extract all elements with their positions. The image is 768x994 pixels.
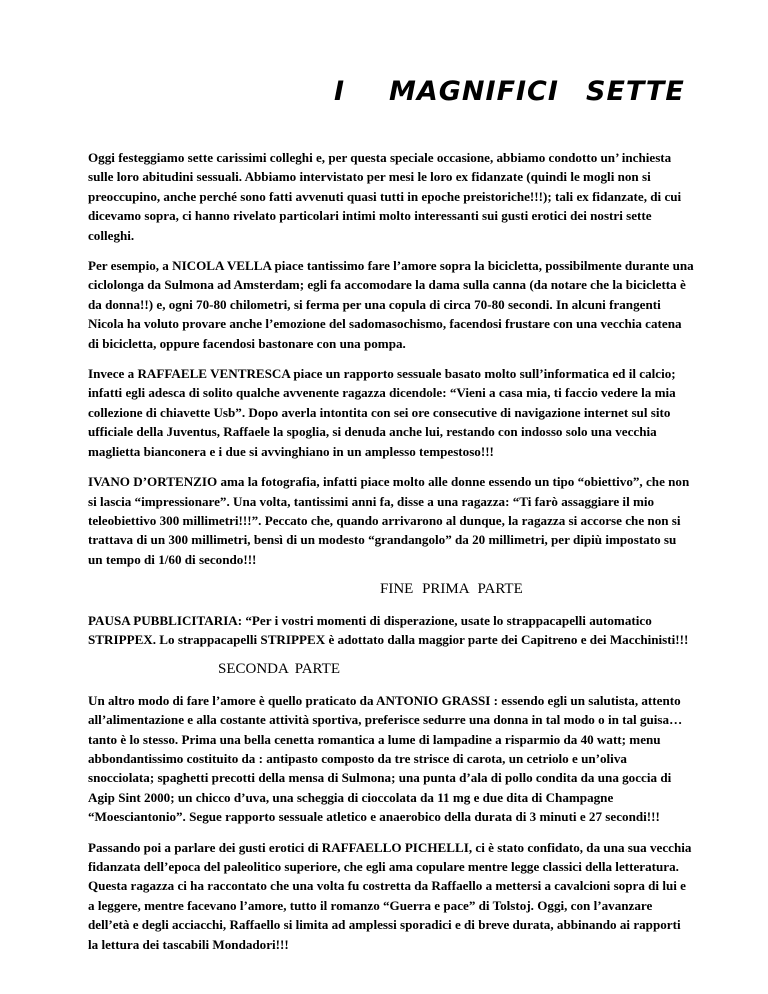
paragraph-ivano-dortenzio: IVANO D’ORTENZIO ama la fotografia, infatti piace molto alle donne essendo un tipo “obiettivo”, che non si lascia “impressionare”. Una volta, tantissimi anni fa, disse a una ragazza: “Ti farò assaggiare il mio teleobiettivo 300 millimetri!!!”. Peccato che, quando arrivarono al dunque, la ragazza si accorse che non si trattava di un 300 millimetri, bensì di un modesto “grandangolo” da 20 millimetri, per dipiù impostato su un tempo di 1/60 di secondo!!! <box>88 474 690 567</box>
title-word-3: SETTE <box>586 76 685 107</box>
paragraph-pausa-pubblicitaria: PAUSA PUBBLICITARIA: “Per i vostri momenti di disperazione, usate lo strappacapelli automatico STRIPPEX. Lo strappacapelli STRIPPEX è adottato dalla maggior parte dei Capitreno e dei Macchinisti!!! <box>88 612 689 647</box>
title-word-2: MAGNIFICI <box>389 76 559 107</box>
title-word-1: I <box>334 76 346 107</box>
paragraph-raffaele-ventresca: Invece a RAFFAELE VENTRESCA piace un rapporto sessuale basato molto sull’informatica ed il calcio; infatti egli adesca di solito qualche avvenente ragazza dicendole: “Vieni a casa mia, ti faccio vedere la mia collezione di chiavette Usb”. Dopo averla intontita con sei ore consecutive di navigazione internet sul sito ufficiale della Juventus, Raffaele la spoglia, si denuda anche lui, restando con indosso solo una vecchia maglietta bianconera e i due si avvinghiano in un amplesso tempestoso!!! <box>88 366 676 459</box>
heading-fine-prima-parte: FINE PRIMA PARTE <box>380 581 523 598</box>
paragraph-raffaello-pichelli: Passando poi a parlare dei gusti erotici di RAFFAELLO PICHELLI, ci è stato confidato, da una sua vecchia fidanzata dell’epoca del paleolitico superiore, che egli ama copulare mentre legge classici della letteratura. Questa ragazza ci ha raccontato che una volta fu costretta da Raffaello a mettersi a cavalcioni sopra di lui e a leggere, mentre facevano l’amore, tutto il romanzo “Guerra e pace” di Tolstoj. Oggi, con l’avanzare dell’età e degli acciacchi, Raffaello si limita ad amplessi sporadici e di breve durata, abbinando ai rapporti la lettura dei tascabili Mondadori!!! <box>88 839 692 952</box>
paragraph-antonio-grassi: Un altro modo di fare l’amore è quello praticato da ANTONIO GRASSI : essendo egli un salutista, attento all’alimentazione e alla costante attività sportiva, preferisce sedurre una donna in tal modo o in tal guisa…tanto è lo stesso. Prima una bella cenetta romantica a lume di lampadine a risparmio da 40 watt; menu abbondantissimo costituito da : antipasto composto da tre strisce di carota, un cetriolo e un’oliva snocciolata; spaghetti precotti della mensa di Sulmona; una punta d’ala di pollo condita da una goccia di Agip Sint 2000; un chicco d’uva, una scheggia di cioccolata da 11 mg e due dita di Champagne “Moesciantonio”. Segue rapporto sessuale atletico e anaerobico della durata di 3 minuti e 27 secondi!!! <box>88 692 683 825</box>
paragraph-nicola-vella: Per esempio, a NICOLA VELLA piace tantissimo fare l’amore sopra la bicicletta, possibilmente durante una ciclolonga da Sulmona ad Amsterdam; egli fa accomodare la dama sulla canna (da notare che la bicicletta è da donna!!) e, ogni 70-80 chilometri, si ferma per una copula di circa 70-80 secondi. In alcuni frangenti Nicola ha voluto provare anche l’emozione del sadomasochismo, facendosi frustare con una vecchia catena di bicicletta, oppure facendosi bastonare con una pompa. <box>88 258 694 351</box>
document-body <box>88 148 694 965</box>
document-title <box>0 76 768 116</box>
paragraph-intro: Oggi festeggiamo sette carissimi colleghi e, per questa speciale occasione, abbiamo condotto un’ inchiesta sulle loro abitudini sessuali. Abbiamo intervistato per mesi le loro ex fidanzate (quindi le mogli non si preoccupino, anche perché sono fatti avvenuti quasi tutti in epoche preistoriche!!!); tali ex fidanzate, di cui dicevamo sopra, ci hanno rivelato particolari intimi molto interessanti sui gusti erotici dei nostri sette colleghi. <box>88 150 682 243</box>
heading-seconda-parte: SECONDA PARTE <box>218 661 340 678</box>
